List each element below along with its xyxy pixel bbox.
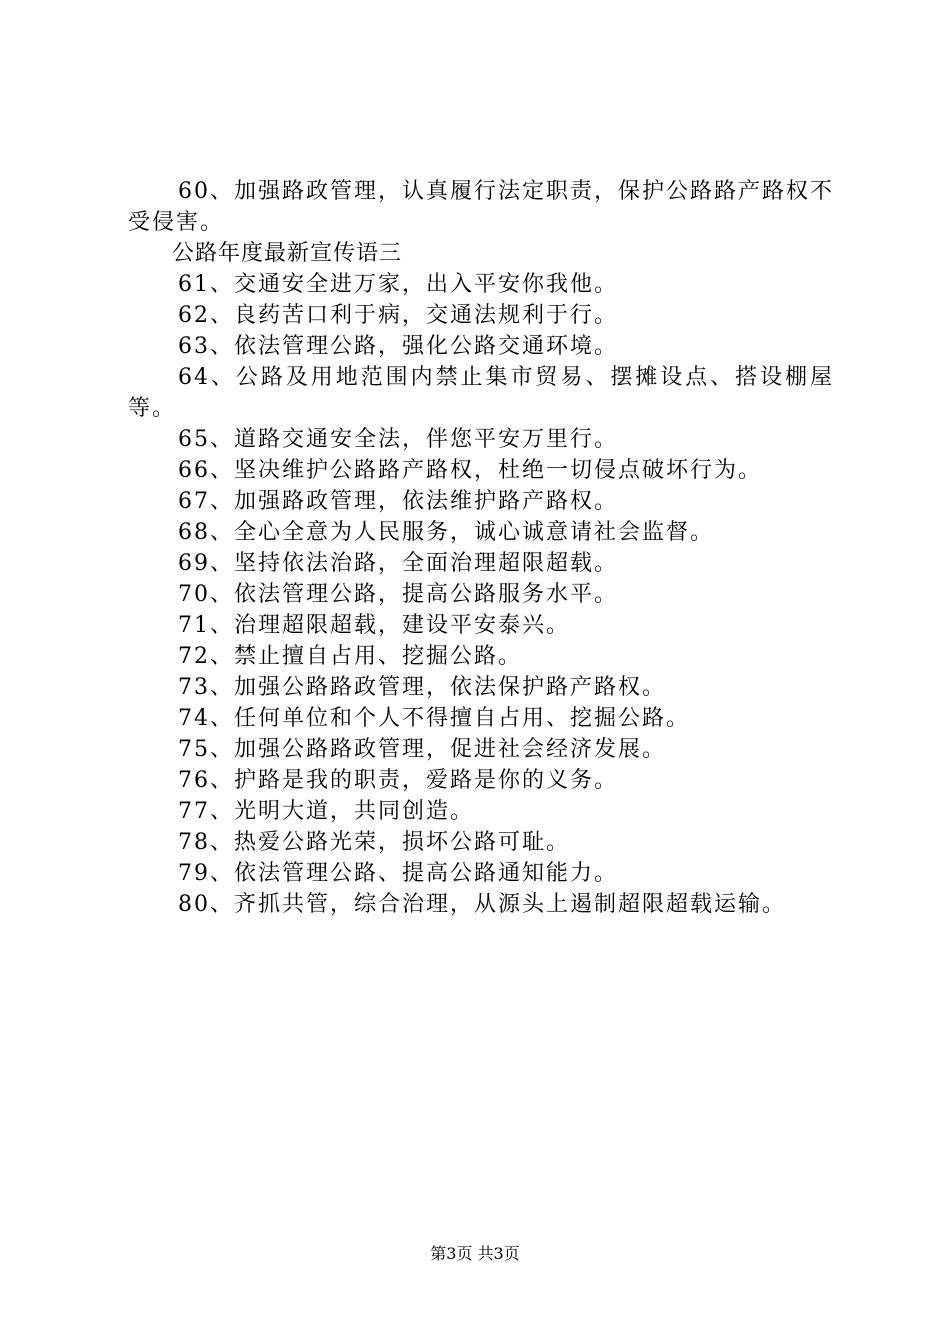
paragraph-68: 68、全心全意为人民服务，诚心诚意请社会监督。 [178,520,714,545]
paragraph-78: 78、热爱公路光荣，损坏公路可耻。 [178,830,570,855]
document-body [128,176,834,920]
paragraph-69: 69、坚持依法治路，全面治理超限超载。 [178,551,618,576]
paragraph-76: 76、护路是我的职责，爱路是你的义务。 [178,768,618,793]
paragraph-66: 66、坚决维护公路路产路权，杜绝一切侵点破坏行为。 [178,458,762,483]
paragraph-71: 71、治理超限超载，建设平安泰兴。 [178,613,570,638]
paragraph-60: 60、加强路政管理，认真履行法定职责，保护公路路产路权不受侵害。 [128,179,834,235]
paragraph-70: 70、依法管理公路，提高公路服务水平。 [178,582,618,607]
paragraph-79: 79、依法管理公路、提高公路通知能力。 [178,861,618,886]
paragraph-64: 64、公路及用地范围内禁止集市贸易、摆摊设点、搭设棚屋等。 [128,365,834,421]
paragraph-74: 74、任何单位和个人不得擅自占用、挖掘公路。 [178,706,690,731]
paragraph-73: 73、加强公路路政管理，依法保护路产路权。 [178,675,666,700]
paragraph-75: 75、加强公路路政管理，促进社会经济发展。 [178,737,666,762]
paragraph-72: 72、禁止擅自占用、挖掘公路。 [178,644,522,669]
paragraph-77: 77、光明大道，共同创造。 [178,799,474,824]
paragraph-80: 80、齐抓共管，综合治理，从源头上遏制超限超载运输。 [178,892,786,917]
page-number-footer: 第3页 共3页 [430,1244,520,1263]
paragraph-63: 63、依法管理公路，强化公路交通环境。 [178,334,618,359]
paragraph-62: 62、良药苦口利于病，交通法规利于行。 [178,303,618,328]
section-heading: 公路年度最新宣传语三 [172,241,403,266]
paragraph-67: 67、加强路政管理，依法维护路产路权。 [178,489,618,514]
paragraph-65: 65、道路交通安全法，伴您平安万里行。 [178,427,618,452]
paragraph-61: 61、交通安全进万家，出入平安你我他。 [178,272,618,297]
